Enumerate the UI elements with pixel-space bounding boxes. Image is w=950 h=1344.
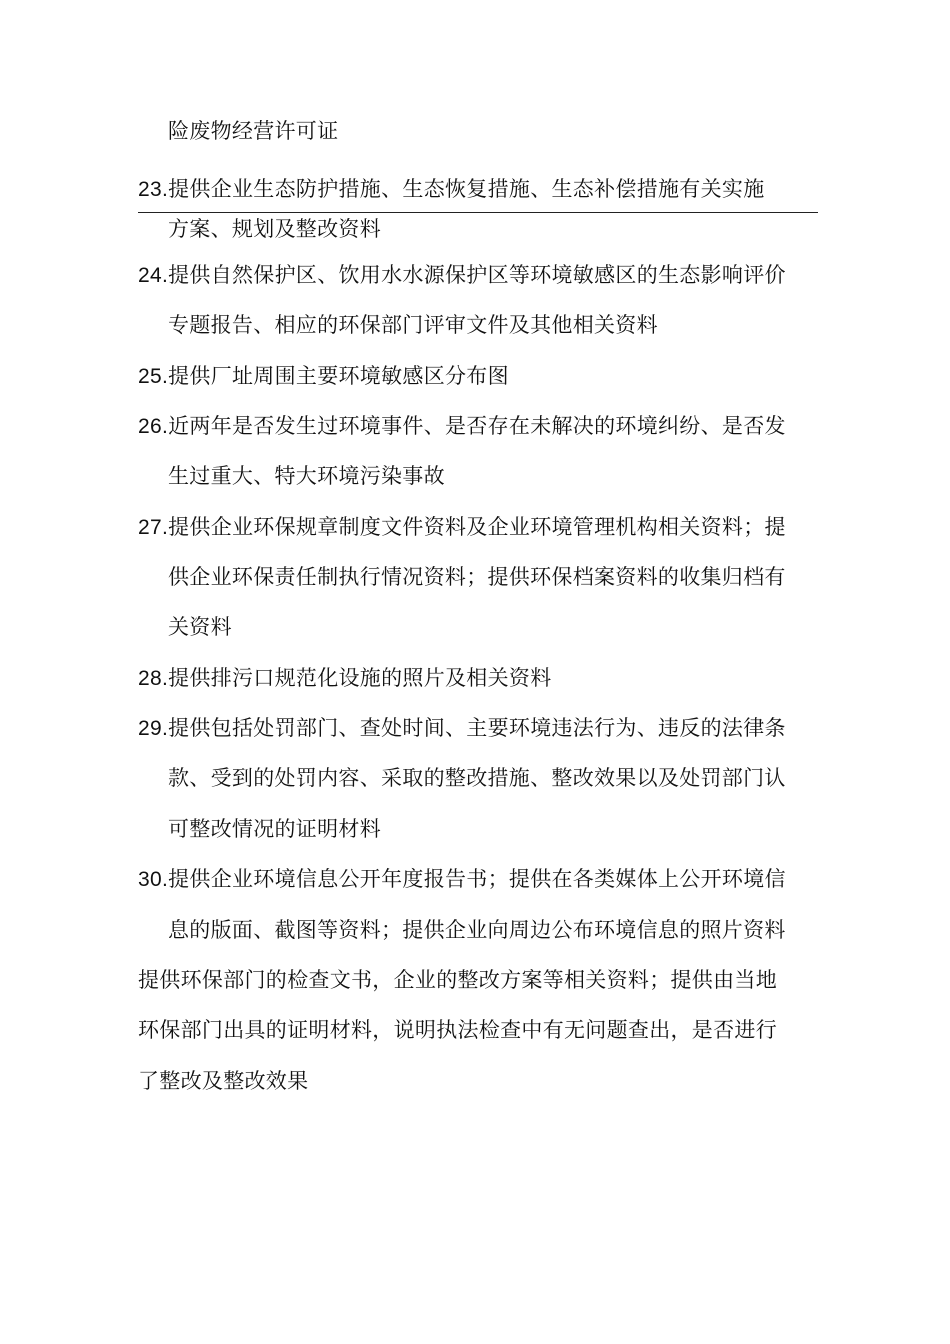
continuation-line: 险废物经营许可证: [168, 119, 339, 143]
horizontal-rule: [138, 212, 818, 213]
list-item-29-cont: 款、受到的处罚内容、采取的整改措施、整改效果以及处罚部门认: [168, 766, 786, 790]
item-number: 30.: [138, 868, 169, 891]
paragraph-line: 环保部门出具的证明材料，说明执法检查中有无问题查出，是否进行: [138, 1018, 777, 1042]
item-number: 29.: [138, 717, 169, 740]
list-item-29: 29.提供包括处罚部门、查处时间、主要环境违法行为、违反的法律条: [138, 713, 786, 744]
paragraph-line: 提供环保部门的检查文书，企业的整改方案等相关资料；提供由当地: [138, 968, 777, 992]
item-number: 24.: [138, 264, 169, 287]
list-item-24: 24.提供自然保护区、饮用水水源保护区等环境敏感区的生态影响评价: [138, 260, 786, 291]
list-item-24-cont: 专题报告、相应的环保部门评审文件及其他相关资料: [168, 313, 658, 337]
list-item-27-cont: 供企业环保责任制执行情况资料；提供环保档案资料的收集归档有: [168, 565, 786, 589]
list-item-26-cont: 生过重大、特大环境污染事故: [168, 464, 445, 488]
paragraph-line: 了整改及整改效果: [138, 1069, 309, 1093]
list-item-29-cont: 可整改情况的证明材料: [168, 817, 381, 841]
list-item-28: 28.提供排污口规范化设施的照片及相关资料: [138, 663, 552, 694]
item-number: 26.: [138, 415, 169, 438]
list-item-26: 26.近两年是否发生过环境事件、是否存在未解决的环境纠纷、是否发: [138, 411, 786, 442]
item-number: 28.: [138, 667, 169, 690]
list-item-27-cont: 关资料: [168, 615, 232, 639]
list-item-27: 27.提供企业环保规章制度文件资料及企业环境管理机构相关资料；提: [138, 512, 786, 543]
list-item-30-cont: 息的版面、截图等资料；提供企业向周边公布环境信息的照片资料: [168, 918, 786, 942]
list-item-23-cont: 方案、规划及整改资料: [168, 217, 381, 241]
list-item-23: 23.提供企业生态防护措施、生态恢复措施、生态补偿措施有关实施: [138, 174, 765, 205]
item-number: 25.: [138, 365, 169, 388]
item-number: 23.: [138, 178, 169, 201]
list-item-30: 30.提供企业环境信息公开年度报告书；提供在各类媒体上公开环境信: [138, 864, 786, 895]
list-item-25: 25.提供厂址周围主要环境敏感区分布图: [138, 361, 509, 392]
item-number: 27.: [138, 516, 169, 539]
